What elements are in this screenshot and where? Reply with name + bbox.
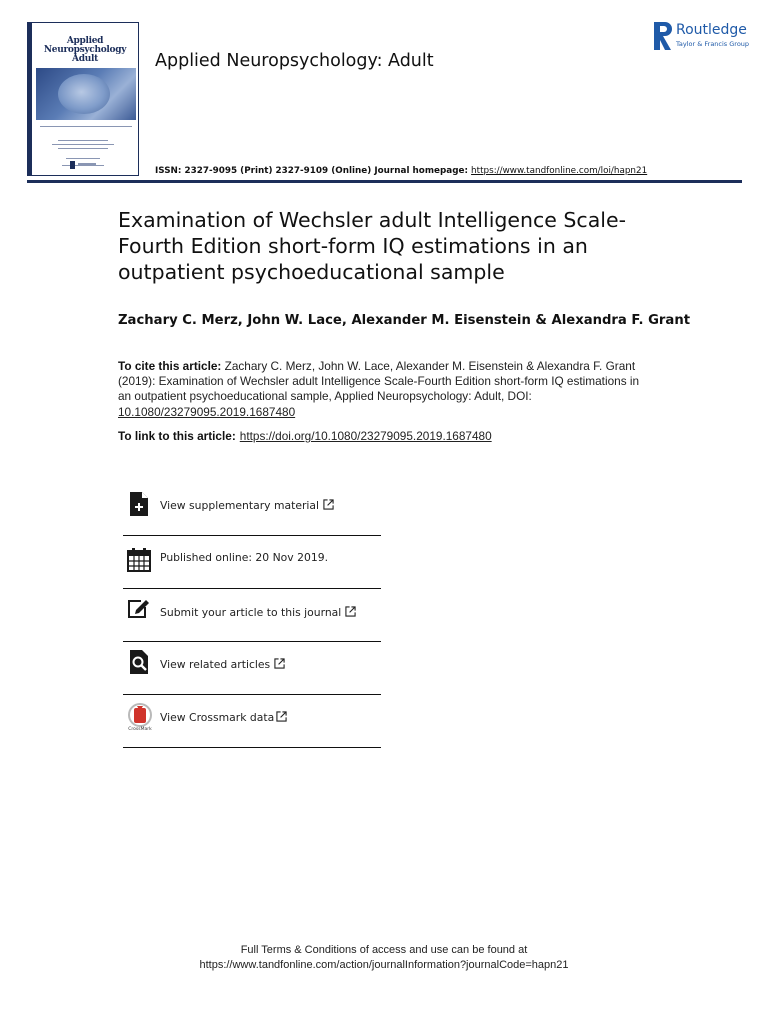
published-date: Published online: 20 Nov 2019. (160, 551, 329, 564)
crossmark-label: View Crossmark data (160, 711, 275, 724)
view-supplementary-material[interactable] (123, 483, 381, 536)
citation-block (118, 359, 648, 420)
supplementary-label: View supplementary material (160, 499, 320, 512)
cover-stripe (28, 23, 32, 175)
article-doi-link[interactable]: https://doi.org/10.1080/23279095.2019.1687480 (239, 429, 492, 443)
link-label: To link to this article: (118, 429, 236, 443)
crossmark-icon-label: CrossMark (128, 727, 152, 732)
article-authors: Zachary C. Merz, John W. Lace, Alexander M. Eisenstein & Alexandra F. Grant (118, 313, 691, 328)
cover-brain-image (36, 68, 136, 120)
article-title: Examination of Wechsler adult Intelligence Scale-Fourth Edition short-form IQ estimations in an outpatient psychoeducational sample (118, 208, 626, 284)
journal-homepage-link[interactable]: https://www.tandfonline.com/loi/hapn21 (471, 166, 648, 176)
calendar-icon (127, 548, 151, 572)
article-link-block (118, 429, 492, 443)
header-divider (27, 180, 742, 183)
view-related-articles[interactable] (123, 642, 381, 695)
external-link-icon (276, 711, 287, 722)
terms-footer (0, 943, 768, 973)
published-online-info (123, 536, 381, 589)
journal-cover-image (27, 22, 139, 176)
crossmark-icon (128, 703, 152, 727)
footer-terms-text: Full Terms & Conditions of access and use can be found at (240, 944, 528, 956)
submit-label: Submit your article to this journal (160, 606, 342, 619)
related-label: View related articles (160, 658, 271, 671)
external-link-icon (323, 499, 334, 510)
document-search-icon (127, 650, 151, 674)
edit-icon (127, 597, 151, 621)
publisher-logo (654, 22, 754, 50)
external-link-icon (345, 606, 356, 617)
cover-title-line: Applied (66, 36, 104, 46)
cover-title-line: Adult (72, 54, 98, 64)
document-plus-icon (127, 492, 151, 516)
submit-article-link[interactable] (123, 589, 381, 642)
journal-name: Applied Neuropsychology: Adult (155, 51, 434, 71)
external-link-icon (274, 658, 285, 669)
cite-label: To cite this article: (118, 359, 222, 373)
view-crossmark-data[interactable] (123, 695, 381, 748)
footer-terms-url[interactable]: https://www.tandfonline.com/action/journalInformation?journalCode=hapn21 (199, 959, 569, 971)
publisher-subtitle: Taylor & Francis Group (676, 40, 750, 48)
issn-text: ISSN: 2327-9095 (Print) 2327-9109 (Online) Journal homepage: (155, 166, 472, 176)
publisher-name: Routledge (676, 22, 747, 38)
cover-title-line: Neuropsychology (43, 45, 127, 55)
routledge-r-icon (654, 22, 674, 50)
cover-publisher-logo (70, 161, 98, 169)
article-actions-list (123, 483, 381, 748)
cite-doi-link[interactable]: 10.1080/23279095.2019.1687480 (118, 404, 296, 419)
cite-text: Zachary C. Merz, John W. Lace, Alexander M. Eisenstein & Alexandra F. Grant (2019): Examination of Wechsler adult Intelligence Scale-Fourth Edition short-form IQ estimations in an outpatient psychoeducational sample, Applied Neuropsychology: Adult, DOI: (118, 359, 640, 404)
cover-title (34, 37, 136, 64)
crossmark-logo (127, 703, 153, 733)
issn-line (155, 166, 647, 176)
